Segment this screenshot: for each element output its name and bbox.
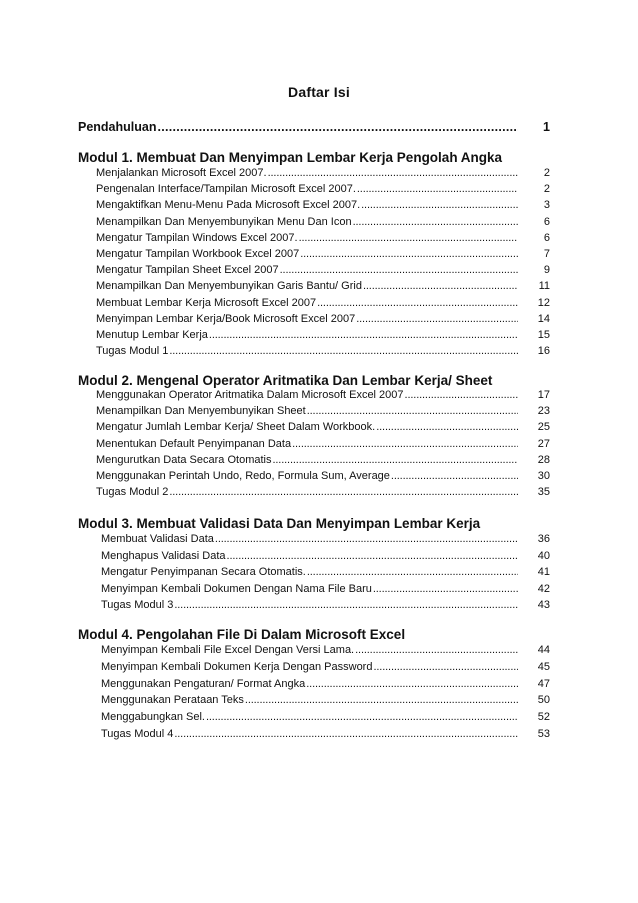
dot-leader [206,711,518,723]
toc-entry-page: 35 [537,486,550,499]
toc-entry-label: Mengatur Penyimpanan Secara Otomatis. [101,566,306,579]
dot-leader [306,678,518,690]
dot-leader [169,345,518,357]
dot-leader [300,248,518,260]
toc-entry-page: 53 [537,728,550,740]
dot-leader [376,421,518,433]
dot-leader [299,232,518,244]
toc-entry [96,470,550,482]
toc-entry-page: 14 [537,312,550,325]
toc-entry-label: Mengurutkan Data Secara Otomatis [96,453,272,466]
dot-leader [245,694,518,706]
toc-entry-page: 16 [537,345,550,358]
dot-leader [355,644,518,656]
toc-entry-label: Tugas Modul 4 [101,728,174,740]
module-heading: Modul 3. Membuat Validasi Data Dan Menyimpan Lembar Kerja [78,516,481,531]
toc-entry-page: 47 [537,677,550,690]
toc-entry-page: 45 [537,660,550,673]
dot-leader [174,728,518,740]
dot-leader [307,566,518,578]
dot-leader [353,216,518,228]
toc-entry [101,599,550,611]
toc-entry-page: 2 [543,183,550,196]
toc-entry [96,216,550,228]
dot-leader [209,329,518,341]
toc-entry-page: 23 [537,405,550,418]
dot-leader [169,486,518,498]
toc-entry-label: Mengatur Tampilan Workbook Excel 2007 [96,248,300,260]
toc-entry-label: Menggunakan Perataan Teks [101,694,244,707]
toc-entry-label: Membuat Lembar Kerja Microsoft Excel 2007 [96,296,317,309]
toc-entry-page: 7 [543,248,550,260]
dot-leader [391,470,518,482]
toc-entry-label: Menggunakan Pengaturan/ Format Angka [101,677,306,690]
dot-leader [307,405,518,417]
toc-entry [96,264,550,276]
toc-entry-label: Mengatur Jumlah Lembar Kerja/ Sheet Dalam Workbook. [96,421,376,434]
toc-entry-label: Mengaktifkan Menu-Menu Pada Microsoft Excel 2007. [96,199,361,212]
toc-entry [101,644,550,656]
toc-entry-page: 50 [537,694,550,707]
toc-intro-label: Pendahuluan [78,120,157,134]
toc-entry-page: 30 [537,470,550,482]
dot-leader [405,389,518,401]
dot-leader [317,297,518,309]
toc-entry-page: 11 [538,280,550,293]
toc-entry [101,728,550,740]
dot-leader [227,550,518,562]
toc-entry-label: Pengenalan Interface/Tampilan Microsoft Excel 2007. [96,183,356,196]
toc-entry-label: Menggunakan Perintah Undo, Redo, Formula Sum, Average [96,470,390,482]
toc-entry-label: Menampilkan Dan Menyembunyikan Garis Bantu/ Grid [96,280,362,293]
toc-entry [101,661,550,673]
toc-entry [101,694,550,706]
dot-leader [373,661,518,673]
toc-entry-page: 9 [543,264,550,277]
dot-leader [373,583,518,595]
toc-entry [96,280,550,292]
toc-entry [96,345,550,357]
toc-entry-label: Menutup Lembar Kerja [96,329,208,341]
toc-entry-label: Menyimpan Lembar Kerja/Book Microsoft Excel 2007 [96,312,356,325]
toc-entry-page: 52 [537,711,550,724]
dot-leader [363,280,518,292]
toc-entry-label: Menampilkan Dan Menyembunyikan Sheet [96,405,306,418]
toc-entry [96,248,550,260]
dot-leader [292,438,518,450]
toc-entry-page: 17 [537,389,550,401]
toc-entry-label: Menggabungkan Sel. [101,711,205,724]
toc-entry-label: Mengatur Tampilan Windows Excel 2007. [96,231,298,244]
dot-leader [361,199,518,211]
dot-leader [357,183,518,195]
toc-entry [96,405,550,417]
toc-entry-label: Tugas Modul 2 [96,486,169,499]
toc-entry [96,232,550,244]
toc-intro-row [78,120,550,134]
toc-entry-page: 43 [537,599,550,612]
toc-entry [96,167,550,179]
toc-entry-page: 40 [537,549,550,562]
toc-entry-label: Tugas Modul 3 [101,599,174,612]
toc-entry [101,533,550,545]
toc-entry [96,454,550,466]
toc-entry-label: Mengatur Tampilan Sheet Excel 2007 [96,264,279,277]
toc-entry-label: Menjalankan Microsoft Excel 2007. [96,167,267,179]
toc-entry [101,566,550,578]
dot-leader [268,167,518,179]
toc-intro-page: 1 [543,120,550,134]
module-heading: Modul 2. Mengenal Operator Aritmatika Dan Lembar Kerja/ Sheet [78,373,493,388]
toc-entry-page: 6 [543,215,550,228]
toc-entry [96,421,550,433]
toc-entry [101,711,550,723]
toc-entry-page: 28 [537,453,550,466]
toc-entry-page: 44 [537,644,550,656]
toc-entry-label: Menghapus Validasi Data [101,549,226,562]
toc-entry-label: Menggunakan Operator Aritmatika Dalam Microsoft Excel 2007 [96,389,404,401]
toc-entry-label: Tugas Modul 1 [96,345,169,358]
toc-entry [96,297,550,309]
toc-entry [101,550,550,562]
toc-entry-page: 12 [537,296,550,309]
toc-entry [101,583,550,595]
dot-leader [174,599,518,611]
toc-entry-page: 6 [543,231,550,244]
toc-entry [96,486,550,498]
toc-entry-label: Menyimpan Kembali Dokumen Kerja Dengan Password [101,660,373,673]
toc-entry-page: 15 [537,329,550,341]
toc-entry [96,438,550,450]
module-heading: Modul 1. Membuat Dan Menyimpan Lembar Kerja Pengolah Angka [78,150,503,165]
dot-leader [157,120,518,134]
toc-entry-label: Menyimpan Kembali Dokumen Dengan Nama File Baru [101,582,372,595]
toc-entry-page: 2 [543,167,550,179]
toc-entry-page: 42 [537,582,550,595]
toc-entry [96,183,550,195]
toc-entry-page: 41 [537,566,550,579]
toc-entry-page: 3 [543,199,550,212]
toc-entry [96,313,550,325]
dot-leader [280,264,518,276]
page-title: Daftar Isi [288,84,350,100]
module-heading: Modul 4. Pengolahan File Di Dalam Microsoft Excel [78,627,406,642]
dot-leader [215,533,518,545]
toc-entry [96,199,550,211]
toc-entry-label: Menyimpan Kembali File Excel Dengan Versi Lama. [101,644,355,656]
toc-entry-label: Menampilkan Dan Menyembunyikan Menu Dan Icon [96,215,352,228]
dot-leader [356,313,518,325]
toc-entry-label: Menentukan Default Penyimpanan Data [96,437,292,450]
toc-entry [96,389,550,401]
toc-entry-page: 36 [537,533,550,545]
toc-entry-page: 25 [537,421,550,434]
toc-entry [96,329,550,341]
dot-leader [272,454,518,466]
toc-entry [101,678,550,690]
toc-entry-page: 27 [537,437,550,450]
toc-entry-label: Membuat Validasi Data [101,533,214,545]
